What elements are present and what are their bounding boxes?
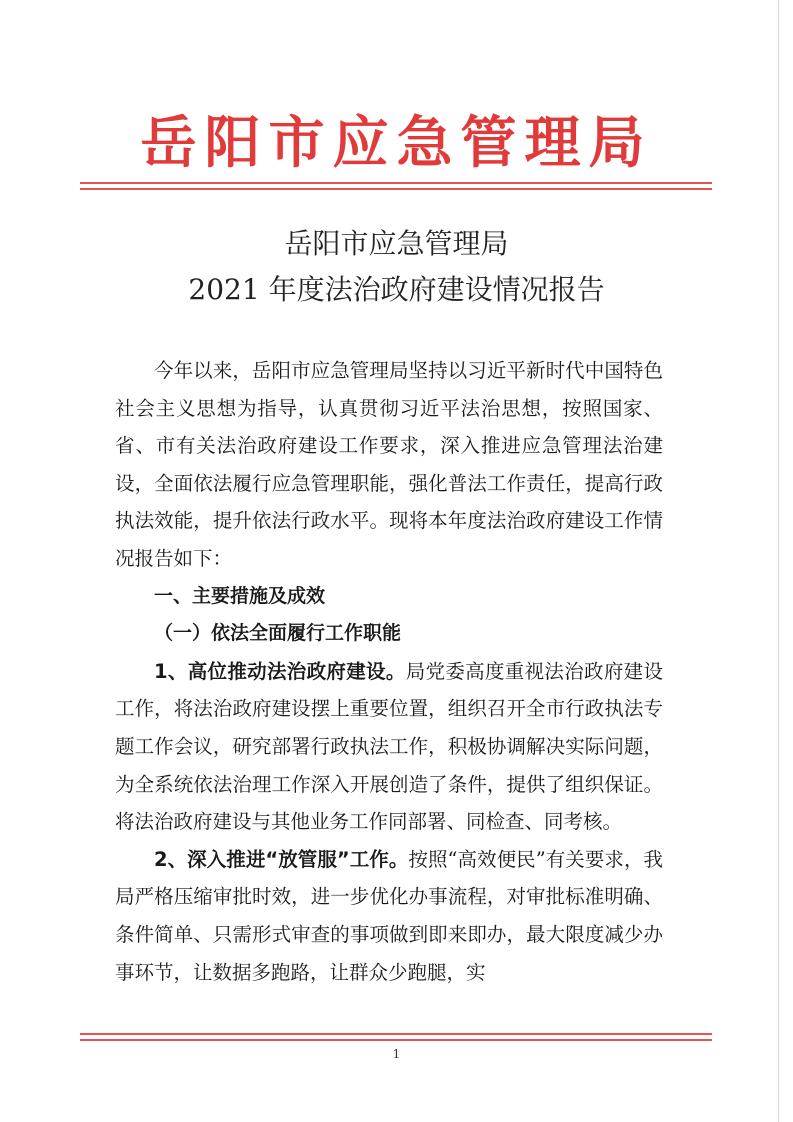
- item-paragraph-1: [115, 653, 663, 841]
- item-lead-1: 1、高位推动法治政府建设。: [154, 659, 406, 683]
- item-text-2: 按照“高效便民”有关要求，我局严格压缩审批时效，进一步优化办事流程，对审批标准明确、条件简单、只需形式审查的事项做到即来即办，最大限度减少办事环节，让数据多跑路，让群众少跑腿，实: [115, 847, 663, 984]
- report-title-line1: 岳阳市应急管理局: [284, 227, 509, 260]
- page-number: 1: [392, 1047, 401, 1061]
- footer-rule-bottom: [80, 1039, 712, 1041]
- masthead-rule-top: [80, 182, 712, 184]
- subsection-heading-duties: （一）依法全面履行工作职能: [154, 622, 402, 645]
- masthead-rule-bottom: [80, 188, 712, 190]
- report-title-line2: 2021 年度法治政府建设情况报告: [188, 273, 605, 306]
- report-body: [115, 352, 663, 991]
- footer-rule-top: [80, 1033, 712, 1035]
- item-text-1: 局党委高度重视法治政府建设工作，将法治政府建设摆上重要位置，组织召开全市行政执法专题工作会议，研究部署行政执法工作，积极协调解决实际问题，为全系统依法治理工作深入开展创造了条件，提供了组织保证。将法治政府建设与其他业务工作同部署、同检查、同考核。: [115, 659, 663, 834]
- intro-paragraph: 今年以来，岳阳市应急管理局坚持以习近平新时代中国特色社会主义思想为指导，认真贯彻习近平法治思想，按照国家、省、市有关法治政府建设工作要求，深入推进应急管理法治建设，全面依法履行应急管理职能，强化普法工作责任，提高行政执法效能，提升依法行政水平。现将本年度法治政府建设工作情况报告如下：: [115, 359, 663, 570]
- item-paragraph-2: [115, 841, 663, 991]
- item-lead-2: 2、深入推进“放管服”工作。: [154, 847, 409, 871]
- section-heading-measures: 一、主要措施及成效: [154, 584, 326, 607]
- masthead-title: 岳阳市应急管理局: [140, 111, 653, 176]
